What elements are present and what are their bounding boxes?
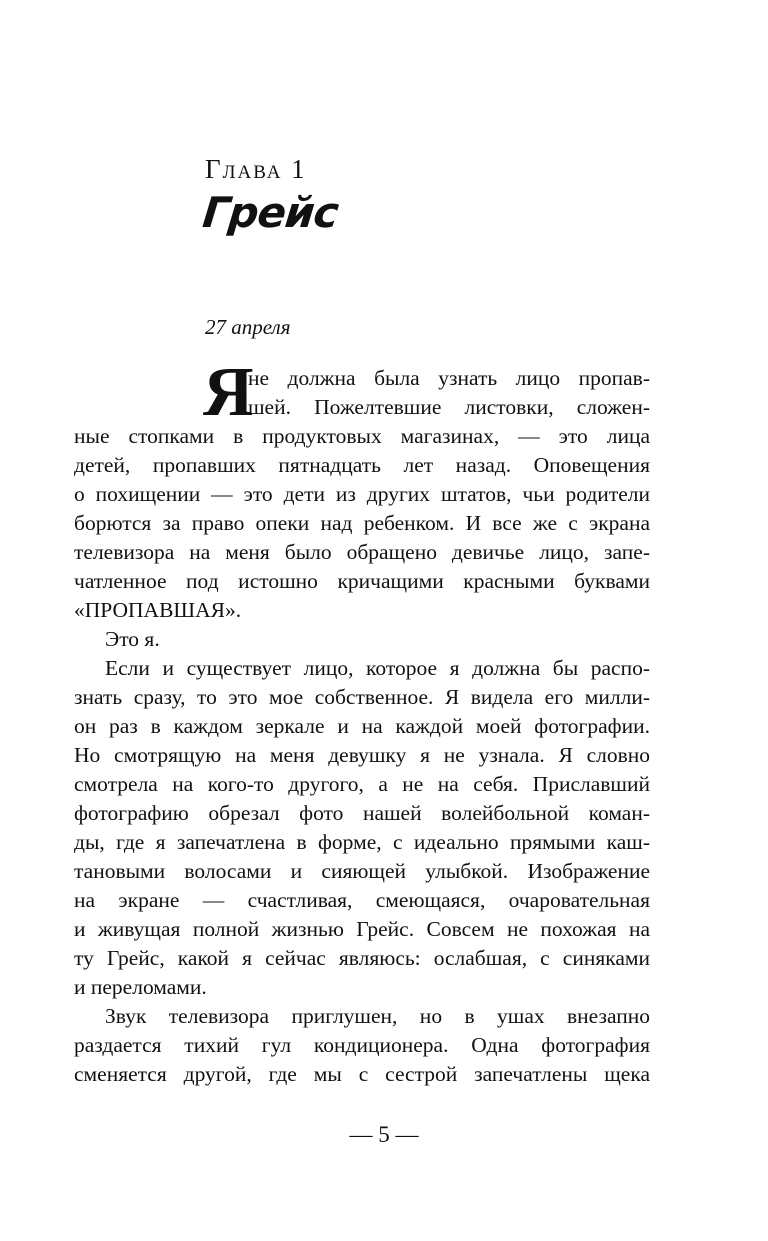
text-line: о похищении — это дети из других штатов, чьи родители — [74, 482, 650, 506]
text-line: и переломами. — [74, 975, 207, 999]
text-line: чатленное под истошно кричащими красными буквами — [74, 569, 650, 593]
chapter-label: Глава 1 — [205, 154, 307, 184]
text-line: ные стопками в продуктовых магазинах, — это лица — [74, 424, 650, 448]
text-line: раздается тихий гул кондиционера. Одна фотография — [74, 1033, 650, 1057]
text-line: сменяется другой, где мы с сестрой запечатлены щека — [74, 1062, 650, 1086]
text-line: не должна была узнать лицо пропав- — [248, 366, 650, 390]
text-line: Это я. — [105, 627, 160, 651]
text-line: фотографию обрезал фото нашей волейбольной коман- — [74, 801, 650, 825]
text-line: ды, где я запечатлена в форме, с идеально прямыми каш- — [74, 830, 650, 854]
text-line: борются за право опеки над ребенком. И все же с экрана — [74, 511, 650, 535]
text-line: на экране — счастливая, смеющаяся, очаровательная — [74, 888, 650, 912]
text-line: он раз в каждом зеркале и на каждой моей фотографии. — [74, 714, 650, 738]
text-line: и живущая полной жизнью Грейс. Совсем не похожая на — [74, 917, 650, 941]
chapter-title: Грейс — [200, 188, 341, 237]
drop-cap: Я — [203, 354, 254, 431]
text-line: «ПРОПАВШАЯ». — [74, 598, 242, 622]
body-text — [74, 354, 650, 1089]
text-line: Но смотрящую на меня девушку я не узнала. Я словно — [74, 743, 650, 767]
text-line: знать сразу, то это мое собственное. Я видела его милли- — [74, 685, 650, 709]
text-line: смотрела на кого-то другого, а не на себя. Приславший — [74, 772, 650, 796]
text-line: детей, пропавших пятнадцать лет назад. Оповещения — [74, 453, 650, 477]
text-line: ту Грейс, какой я сейчас являюсь: ослабшая, с синяками — [74, 946, 650, 970]
text-line: шей. Пожелтевшие листовки, сложен- — [248, 395, 650, 419]
page-number: — 5 — — [349, 1122, 419, 1147]
entry-date: 27 апреля — [205, 315, 291, 339]
text-line: тановыми волосами и сияющей улыбкой. Изображение — [74, 859, 650, 883]
text-line: Звук телевизора приглушен, но в ушах внезапно — [105, 1004, 650, 1028]
text-line: телевизора на меня было обращено девичье лицо, запе- — [74, 540, 650, 564]
text-line: Если и существует лицо, которое я должна бы распо- — [105, 656, 650, 680]
